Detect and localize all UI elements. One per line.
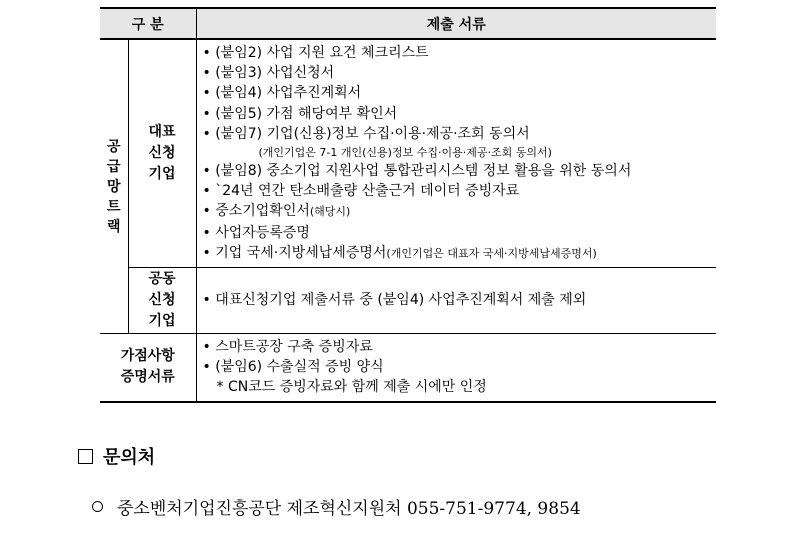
label-char: 랙: [106, 218, 121, 235]
list-item-suffix: (개인기업은 대표자 국세·지방세납세증명서): [386, 246, 597, 260]
list-item: • (붙임5) 가점 해당여부 확인서: [202, 105, 398, 122]
list-item: • (붙임7) 기업(신용)정보 수집·이용·제공·조회 동의서: [202, 125, 530, 142]
supply-chain-track-label: [100, 39, 128, 334]
list-item: [203, 201, 717, 222]
label-line: 가점사항: [120, 348, 175, 365]
label-line: 신청: [148, 145, 176, 162]
contact-line: [92, 494, 581, 519]
table-row: [100, 39, 716, 268]
joint-applicant-label: [128, 268, 196, 334]
list-item: • 사업자등록증명: [202, 224, 310, 241]
list-item: • (붙임4) 사업추진계획서: [202, 85, 362, 102]
lead-applicant-label: [128, 39, 196, 268]
contact-text: 중소벤처기업진흥공단 제조혁신지원처 055-751-9774, 9854: [117, 499, 581, 519]
documents-table: [100, 7, 716, 403]
circle-bullet-icon: [92, 501, 103, 512]
label-line: 기업: [148, 313, 176, 330]
list-item: * CN코드 증빙자료와 함께 제출 시에만 인정: [216, 379, 487, 396]
list-item: • (붙임6) 수출실적 증빙 양식: [202, 359, 384, 376]
label-line: 공동: [148, 271, 176, 288]
bonus-proof-label: [100, 334, 196, 402]
label-char: 망: [106, 178, 121, 195]
inquiry-heading-text: 문의처: [103, 447, 156, 468]
label-line: 기업: [148, 166, 176, 183]
checkbox-square-icon: [78, 449, 93, 464]
label-line: 증명서류: [120, 369, 175, 386]
list-item: • (붙임8) 중소기업 지원사업 통합관리시스템 정보 활용을 위한 동의서: [202, 163, 632, 180]
label-char: 트: [106, 198, 121, 215]
label-line: 신청: [148, 292, 176, 309]
table-row: [100, 268, 716, 334]
list-item: • (붙임2) 사업 지원 요건 체크리스트: [202, 45, 429, 61]
list-item-note: (개인기업은 7-1 개인(신용)정보 수집·이용·제공·조회 동의서): [258, 146, 552, 160]
label-line: 대표: [148, 124, 176, 141]
label-char: 공: [106, 138, 121, 155]
list-item-text: • 기업 국세·지방세납세증명서: [202, 244, 387, 261]
list-item: [203, 243, 717, 264]
list-item-text: • 중소기업확인서: [202, 203, 310, 220]
joint-applicant-documents: [196, 268, 716, 334]
header-documents: 제출 서류: [196, 8, 716, 39]
lead-applicant-documents: [196, 39, 716, 268]
list-item: • `24년 연간 탄소배출량 산출근거 데이터 증빙자료: [202, 183, 520, 200]
list-item: • 스마트공장 구축 증빙자료: [202, 339, 373, 356]
inquiry-heading: [78, 443, 155, 469]
bonus-proof-documents: [196, 334, 716, 402]
list-item-suffix: (해당시): [309, 205, 351, 219]
list-item: • (붙임3) 사업신청서: [202, 65, 335, 82]
label-char: 급: [106, 158, 121, 175]
table-row: [100, 334, 716, 402]
list-item: • 대표신청기업 제출서류 중 (붙임4) 사업추진계획서 제출 제외: [202, 292, 587, 309]
table-header-row: [100, 8, 716, 39]
header-category: 구 분: [100, 8, 196, 39]
